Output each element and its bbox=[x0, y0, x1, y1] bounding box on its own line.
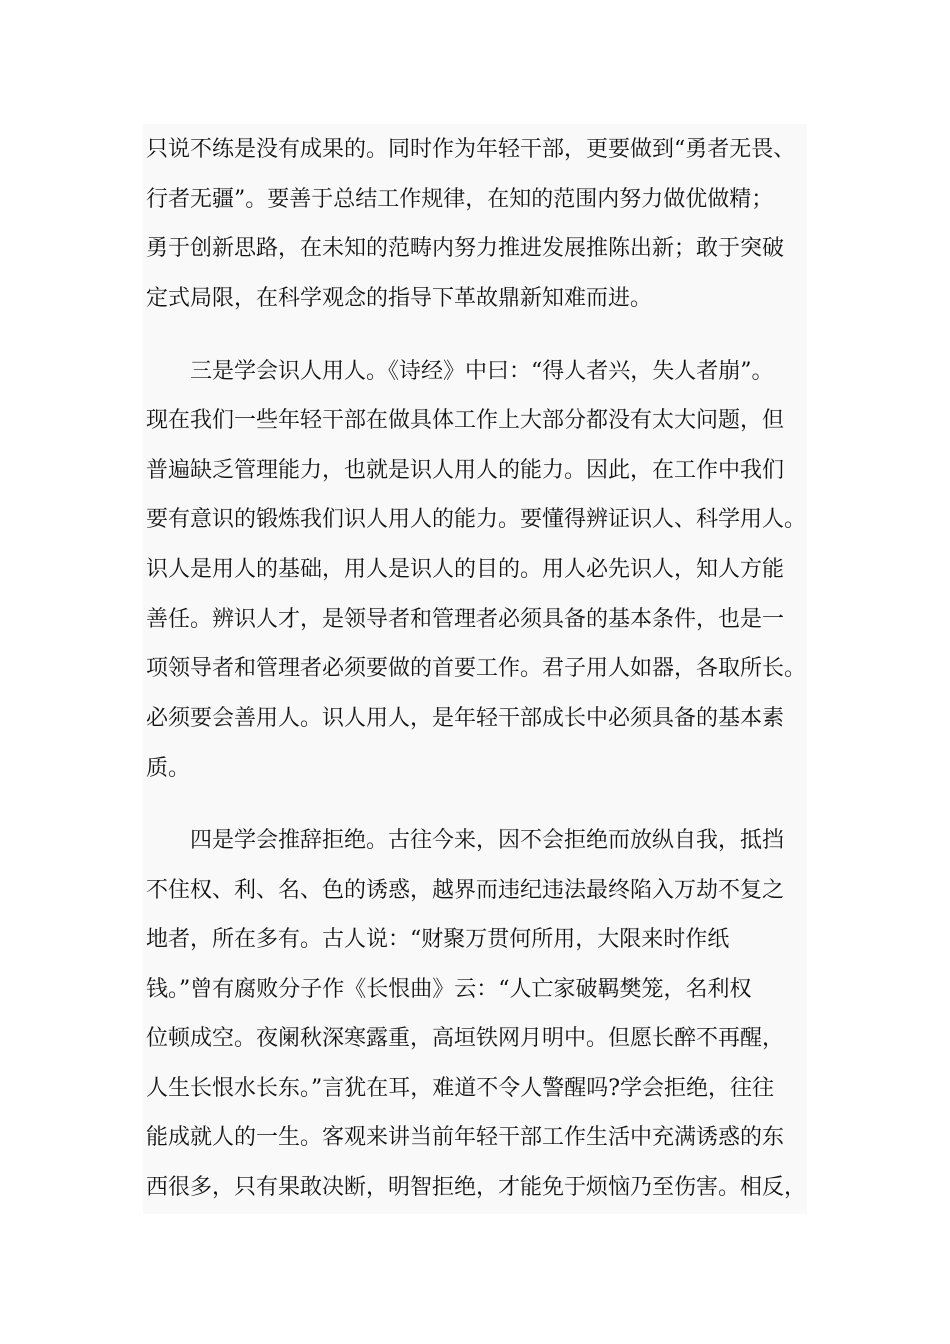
text-line: 普遍缺乏管理能力，也就是识人用人的能力。因此，在工作中我们 bbox=[146, 458, 785, 483]
paragraph-first-line: 三是学会识人用人。《诗经》中曰：“得人者兴，失人者崩”。 bbox=[190, 359, 774, 384]
text-line: 能成就人的一生。客观来讲当前年轻干部工作生活中充满诱惑的东 bbox=[146, 1125, 785, 1150]
text-line: 位顿成空。夜阑秋深寒露重，高垣铁网月明中。但愿长醉不再醒， bbox=[146, 1026, 785, 1051]
text-line: 要有意识的锻炼我们识人用人的能力。要懂得辨证识人、科学用人。 bbox=[146, 507, 807, 532]
text-line: 行者无疆”。要善于总结工作规律，在知的范围内努力做优做精； bbox=[146, 187, 774, 212]
text-line: 项领导者和管理者必须要做的首要工作。君子用人如器，各取所长。 bbox=[146, 656, 807, 681]
text-line: 必须要会善用人。识人用人，是年轻干部成长中必须具备的基本素 bbox=[146, 706, 785, 731]
text-line: 只说不练是没有成果的。同时作为年轻干部，更要做到“勇者无畏、 bbox=[146, 137, 796, 162]
text-line: 西很多，只有果敢决断，明智拒绝，才能免于烦恼乃至伤害。相反， bbox=[146, 1175, 807, 1200]
paragraph-first-line: 四是学会推辞拒绝。古往今来，因不会拒绝而放纵自我，抵挡 bbox=[190, 828, 785, 853]
text-line: 钱。”曾有腐败分子作《长恨曲》云：“人亡家破羁樊笼，名利权 bbox=[146, 977, 752, 1002]
text-line: 现在我们一些年轻干部在做具体工作上大部分都没有太大问题，但 bbox=[146, 408, 785, 433]
text-line: 不住权、利、名、色的诱惑，越界而违纪违法最终陷入万劫不复之 bbox=[146, 878, 785, 903]
text-line: 地者，所在多有。古人说：“财聚万贯何所用，大限来时作纸 bbox=[146, 927, 730, 952]
text-line: 勇于创新思路，在未知的范畴内努力推进发展推陈出新；敢于突破 bbox=[146, 236, 785, 261]
text-line: 人生长恨水长东。”言犹在耳，难道不令人警醒吗?学会拒绝，往往 bbox=[146, 1076, 775, 1101]
text-line: 定式局限，在科学观念的指导下革故鼎新知难而进。 bbox=[146, 286, 653, 311]
text-line: 善任。辨识人才，是领导者和管理者必须具备的基本条件，也是一 bbox=[146, 607, 785, 632]
text-line: 质。 bbox=[146, 756, 191, 781]
text-line: 识人是用人的基础，用人是识人的目的。用人必先识人，知人方能 bbox=[146, 557, 785, 582]
